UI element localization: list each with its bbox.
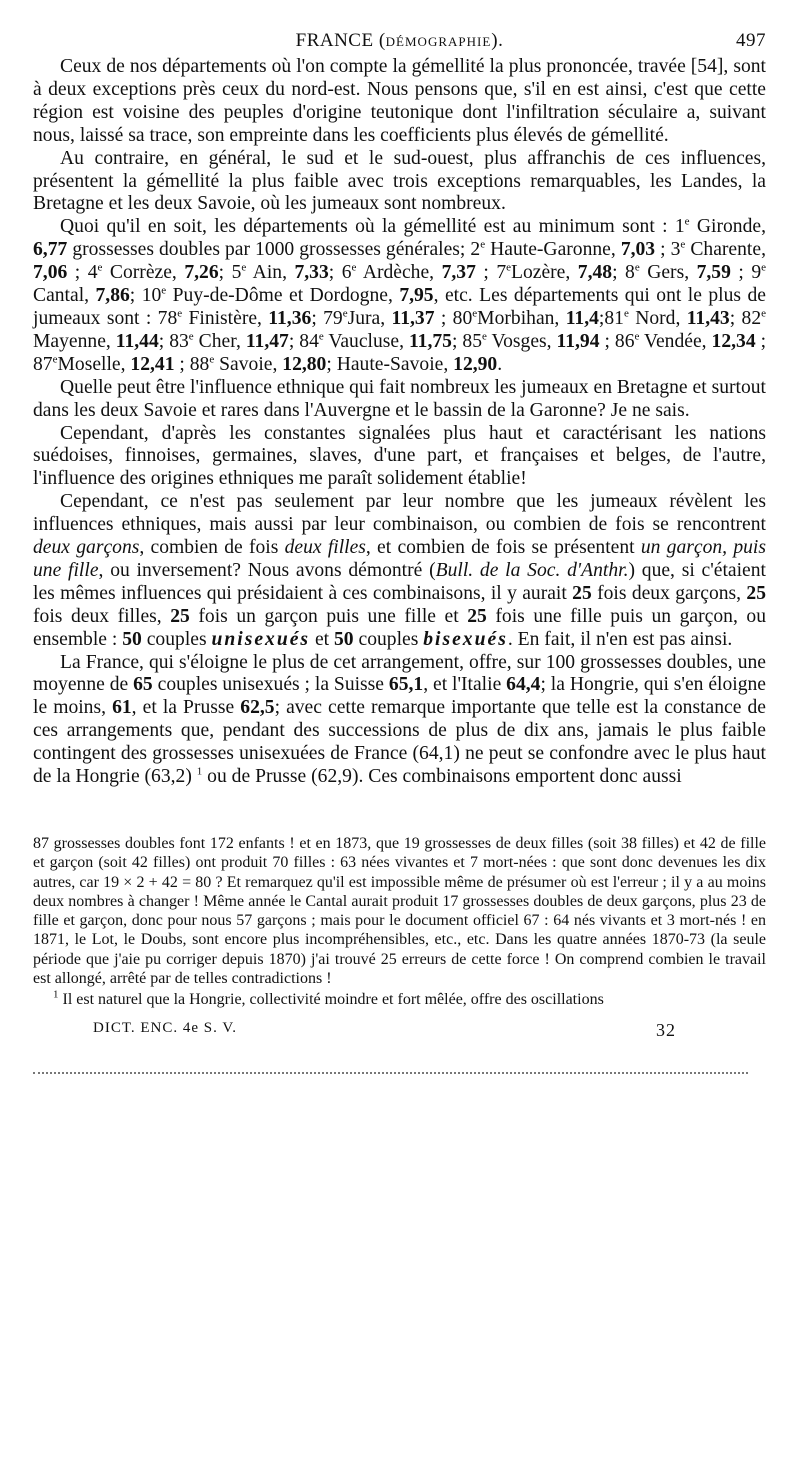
p7-text: La France, qui s'éloigne le plus de cet arrangement, offre, sur 100 grossesses doubles, une moyenne de (33, 651, 766, 696)
min-department-separator: , etc. (433, 285, 480, 307)
max-department-entry (169, 331, 299, 352)
max-department-department: Nord, (628, 307, 687, 329)
max-department-separator: ; (599, 330, 615, 352)
max-department-value: 11,4 (565, 307, 599, 329)
min-department-rank: 3 (670, 239, 681, 261)
p6-text: , ou inversement? Nous avons démontré ( (98, 559, 436, 581)
max-department-rank-suffix: e (472, 307, 478, 320)
p6-citation: Bull. de la Soc. d'Anthr. (435, 559, 629, 581)
max-department-entry (190, 354, 453, 375)
min-department-value: 7,37 (441, 262, 476, 284)
p7-text: couples unisexués ; la Suisse (152, 674, 389, 696)
max-department-separator: ; (158, 330, 170, 352)
footnote-1-text: Il est naturel que la Hongrie, collectivité moindre et fort mêlée, offre des oscillations (58, 991, 604, 1009)
max-department-rank-suffix: e (188, 330, 194, 343)
max-department-rank-suffix: e (177, 307, 183, 320)
p7-value: 65,1 (388, 674, 424, 696)
max-department-value: 11,44 (115, 330, 159, 352)
max-department-rank-suffix: e (634, 330, 640, 343)
max-department-separator: ; (451, 330, 463, 352)
max-department-separator: ; Haute-Savoie, (326, 353, 454, 375)
p6-number: 50 (334, 628, 354, 650)
max-department-value: 12,41 (130, 353, 175, 375)
p3-intro: Quoi qu'il en soit, les départements où la gémellité est au minimum sont : (60, 216, 675, 238)
p6-number: 25 (170, 605, 190, 627)
min-department-value: 7,48 (577, 262, 613, 284)
min-department-department: Ain, (246, 262, 295, 284)
max-department-separator: ; (729, 307, 742, 329)
min-department-department: Cantal, (33, 285, 96, 307)
min-department-value: 7,03 (620, 239, 656, 261)
p6-spaced-term: unisexués (211, 628, 311, 650)
min-department-value: 7,26 (184, 262, 219, 284)
max-department-value: 11,94 (556, 330, 600, 352)
max-department-entry (299, 331, 462, 352)
p6-text: Cependant, ce n'est pas seulement par leur nombre que les jumeaux révèlent les influences ethniques, mais aussi par leur combinaison, ou combien de fois se rencontrent (33, 491, 766, 536)
min-department-rank-suffix: e (161, 284, 167, 297)
min-department-rank: 10 (141, 285, 162, 307)
max-department-entry (453, 308, 605, 329)
p6-text: . En fait, il n'en est pas ainsi. (507, 628, 733, 650)
min-department-separator: grossesses doubles par 1000 grossesses générales; (67, 239, 471, 261)
max-department-rank: 86 (614, 330, 635, 352)
min-department-rank: 8 (625, 262, 635, 284)
p6-text: , combien de fois (139, 537, 285, 559)
max-department-value: 11,36 (268, 307, 312, 329)
max-department-department: Jura, (347, 307, 392, 329)
min-department-separator: ; (475, 262, 497, 284)
min-department-separator: ; (612, 262, 626, 284)
min-department-value: 7,86 (95, 285, 130, 307)
min-department-rank-suffix: e (680, 238, 686, 251)
value-haute-savoie: 12,90 (453, 353, 498, 375)
paragraph-2: Au contraire, en général, le sud et le sud-ouest, plus affranchis de ces influences, présentent la gémellité la plus faible avec trois exceptions remarquables, les Landes, la Bretagne et les deux Savoie, où les jumeaux sont nombreux. (33, 147, 766, 215)
max-department-entry (462, 331, 615, 352)
min-department-value: 7,59 (696, 262, 731, 284)
max-department-rank: 85 (462, 330, 482, 352)
footnote-continuation: 87 grossesses doubles font 172 enfants ! et en 1873, que 19 grossesses de deux filles (soit 38 filles) et 42 de fille et garçon (soit 42 filles) ont produit 70 filles : 63 nées vivantes et 7 mort-nées : que sont donc devenues les dix autres, car 19 × 2 + 42 = 80 ? Et remarquez qu'il est impossible même de présumer où est l'erreur ; il y a au moins deux nombres à changer ! Même année le Cantal aurait produit 17 grossesses doubles de deux garçons, plus 23 de fille et garçon, donc pour nous 57 garçons ; mais pour le document officiel 67 : 64 nés vivants et 3 mort-nés ! en 1871, le Lot, le Doubs, sont encore plus incompréhensibles, etc., etc. Dans les quatre années 1870-73 (la seule période que j'aie pu corriger depuis 1870) j'ai trouvé 25 erreurs de cette force ! On comprend combien le travail est allongé, arrêté par de telles contradictions ! (33, 835, 766, 988)
min-department-entry (342, 262, 497, 283)
min-department-separator: ; (218, 262, 232, 284)
page (33, 30, 766, 1460)
min-department-rank: 4 (87, 262, 98, 284)
max-department-value: 11,37 (391, 307, 435, 329)
dotted-rule (33, 1070, 748, 1074)
min-department-separator: ; (730, 262, 752, 284)
min-department-value: 7,06 (33, 262, 68, 284)
p6-italic: deux filles (284, 537, 366, 559)
min-department-department: Puy-de-Dôme et Dordogne, (166, 285, 400, 307)
page-number: 497 (736, 30, 766, 51)
max-department-rank-suffix: e (761, 307, 767, 320)
min-department-separator: ; (129, 285, 142, 307)
max-department-rank-suffix: e (481, 330, 487, 343)
p7-text: ; avec cette remarque importante que telle est la constance de ces arrangements que, pendant des successions de plus de dix ans, jamais le plus faible contingent des grossesses unisexuées de France (64,1) ne peut se confondre avec le plus haut de la Hongrie (63,2) (33, 697, 766, 788)
min-department-department: Haute-Garonne, (485, 239, 621, 261)
running-title-subject: DÉMOGRAPHIE (385, 34, 492, 49)
min-department-rank-suffix: e (761, 261, 767, 274)
min-department-rank: 2 (470, 239, 481, 261)
max-department-rank-suffix: e (342, 307, 348, 320)
p6-text: couples (141, 628, 212, 650)
min-department-entry (142, 285, 479, 306)
p7-text: , et la Prusse (131, 697, 241, 719)
paragraph-7 (33, 652, 766, 789)
p6-text: couples (353, 628, 424, 650)
running-title-main: FRANCE ( (295, 30, 386, 51)
max-department-entry (158, 308, 323, 329)
max-department-entry (615, 331, 766, 352)
max-department-rank: 80 (452, 307, 473, 329)
running-title-end: ). (491, 30, 504, 51)
max-department-department: Vaucluse, (323, 330, 409, 352)
min-department-department: Gers, (639, 262, 697, 284)
min-department-rank: 5 (231, 262, 242, 284)
p6-text: et (310, 628, 334, 650)
max-department-rank-suffix: e (318, 330, 324, 343)
max-department-value: 12,80 (282, 353, 327, 375)
max-department-value: 12,34 (711, 330, 756, 352)
max-department-rank: 87 (33, 353, 53, 375)
max-department-separator: ; (755, 330, 767, 352)
p6-text: fois deux filles, (33, 605, 171, 627)
min-department-rank-suffix: e (634, 261, 640, 274)
p7-text: ; la Hongrie, qui s'en éloigne le moins, (33, 674, 767, 719)
min-department-department: Corrèze, (102, 262, 185, 284)
max-department-department: Morbihan, (477, 307, 566, 329)
max-department-department: Vendée, (639, 330, 712, 352)
p6-number: 25 (467, 605, 487, 627)
max-department-rank: 83 (169, 330, 189, 352)
p7-value: 61 (112, 697, 132, 719)
paragraph-3 (33, 216, 766, 376)
p6-text: , et combien de fois se présentent (365, 537, 641, 559)
max-department-rank: 78 (157, 307, 178, 329)
max-department-rank: 88 (189, 353, 210, 375)
min-department-rank: 9 (751, 262, 762, 284)
max-department-department: Cher, (193, 330, 246, 352)
min-department-entry (88, 262, 232, 283)
max-department-separator: ; (434, 307, 453, 329)
min-department-department: Charente, (685, 239, 766, 261)
max-department-rank: 84 (299, 330, 319, 352)
min-department-separator: ; (655, 239, 671, 261)
footnote-1 (33, 990, 766, 1009)
p6-text: fois une fille puis un garçon, ou ensemble : (33, 605, 766, 650)
p6-text: fois un garçon puis une fille et (189, 605, 468, 627)
min-department-rank-suffix: e (97, 261, 103, 274)
footnote-1-mark: 1 (53, 989, 59, 1002)
max-department-department: Vosges, (486, 330, 557, 352)
body-text (33, 56, 766, 789)
max-department-value: 11,75 (408, 330, 452, 352)
min-department-rank-suffix: e (351, 261, 357, 274)
max-department-rank: 79 (323, 307, 343, 329)
running-title (33, 30, 766, 52)
p3-end: . (497, 353, 503, 375)
max-department-value: 11,43 (686, 307, 730, 329)
max-department-value: 11,47 (245, 330, 289, 352)
min-department-department: Ardèche, (356, 262, 442, 284)
min-department-value: 6,77 (33, 239, 68, 261)
max-department-separator: ; (288, 330, 300, 352)
max-department-separator: ; (174, 353, 190, 375)
signature-line (33, 1020, 766, 1044)
p6-text: ) que, si c'étaient les mêmes influences qui présidaient à ces combinaisons, il y aurait (33, 559, 766, 604)
p6-italic: un garçon, puis une fille (33, 537, 766, 581)
min-department-rank-suffix: e (684, 215, 690, 228)
max-department-separator: ; (311, 307, 324, 329)
min-department-value: 7,33 (294, 262, 329, 284)
paragraph-4: Quelle peut être l'influence ethnique qui fait nombreux les jumeaux en Bretagne et surtout dans les deux Savoie et rares dans l'Auvergne et le bassin de la Garonne? Je ne sais. (33, 376, 766, 421)
min-department-rank: 1 (674, 216, 685, 238)
min-department-separator: ; (328, 262, 342, 284)
paragraph-6 (33, 491, 766, 651)
p3-transition: Les départements qui ont le plus de jumeaux sont : (33, 285, 766, 329)
max-department-rank-suffix: e (52, 353, 58, 366)
signature-number: 32 (656, 1019, 676, 1040)
min-department-value: 7,95 (399, 285, 434, 307)
footnote-reference: 1 (196, 765, 203, 778)
min-department-entry (496, 262, 625, 283)
max-department-rank-suffix: e (623, 307, 629, 320)
max-department-department: Finistère, (182, 307, 269, 329)
p6-number: 50 (122, 628, 142, 650)
running-head (33, 30, 766, 56)
max-department-department: Mayenne, (33, 330, 116, 352)
min-department-rank-suffix: e (506, 261, 511, 274)
min-department-department: Lozère, (511, 262, 578, 284)
p6-text: fois deux garçons, (591, 582, 747, 604)
max-department-separator: ; (598, 307, 605, 329)
min-department-entry (470, 239, 670, 260)
p6-number: 25 (746, 582, 767, 604)
p6-italic: deux garçons (33, 537, 140, 559)
min-department-department: Gironde, (689, 216, 766, 238)
min-department-rank-suffix: e (241, 261, 247, 274)
min-department-entry (232, 262, 342, 283)
max-department-rank: 81 (604, 307, 624, 329)
paragraph-1: Ceux de nos départements où l'on compte la gémellité la plus prononcée, travée [54], sont à deux exceptions près ceux du nord-est. Nous pensons que, s'il en est ainsi, c'est que cette région est voisine des peuples d'origine teutonique dont l'infiltration séculaire a, suivant nous, laissé sa trace, son empreinte dans les coefficients plus élevés de gémellité. (33, 56, 766, 146)
max-department-department: Moselle, (57, 353, 131, 375)
min-department-rank-suffix: e (480, 238, 486, 251)
min-department-rank: 6 (341, 262, 352, 284)
min-department-separator: ; (67, 262, 88, 284)
max-department-entry (323, 308, 453, 329)
p6-number: 25 (572, 582, 592, 604)
p6-spaced-term: bisexués (423, 628, 508, 650)
max-department-department: Savoie, (214, 353, 283, 375)
footnotes (33, 834, 766, 1010)
signature-mark: DICT. ENC. 4e S. V. (93, 1019, 238, 1036)
paragraph-5: Cependant, d'après les constantes signalées plus haut et caractérisant les nations suédoises, finnoises, germaines, slaves, d'une part, et françaises et belges, de l'autre, l'influence des origines ethniques me paraît solidement établie! (33, 422, 766, 490)
p7-value: 64,4 (506, 674, 541, 696)
max-department-entry (33, 354, 190, 375)
max-department-rank-suffix: e (209, 353, 215, 366)
p7-text: , et l'Italie (423, 674, 507, 696)
min-department-entry (625, 262, 751, 283)
max-department-entry (604, 308, 741, 329)
p7-value: 65 (133, 674, 153, 696)
p7-text: ou de Prusse (62,9). Ces combinaisons emportent donc aussi (202, 766, 682, 788)
p7-value: 62,5 (240, 697, 275, 719)
max-department-rank: 82 (741, 307, 762, 329)
min-department-rank: 7 (496, 262, 507, 284)
